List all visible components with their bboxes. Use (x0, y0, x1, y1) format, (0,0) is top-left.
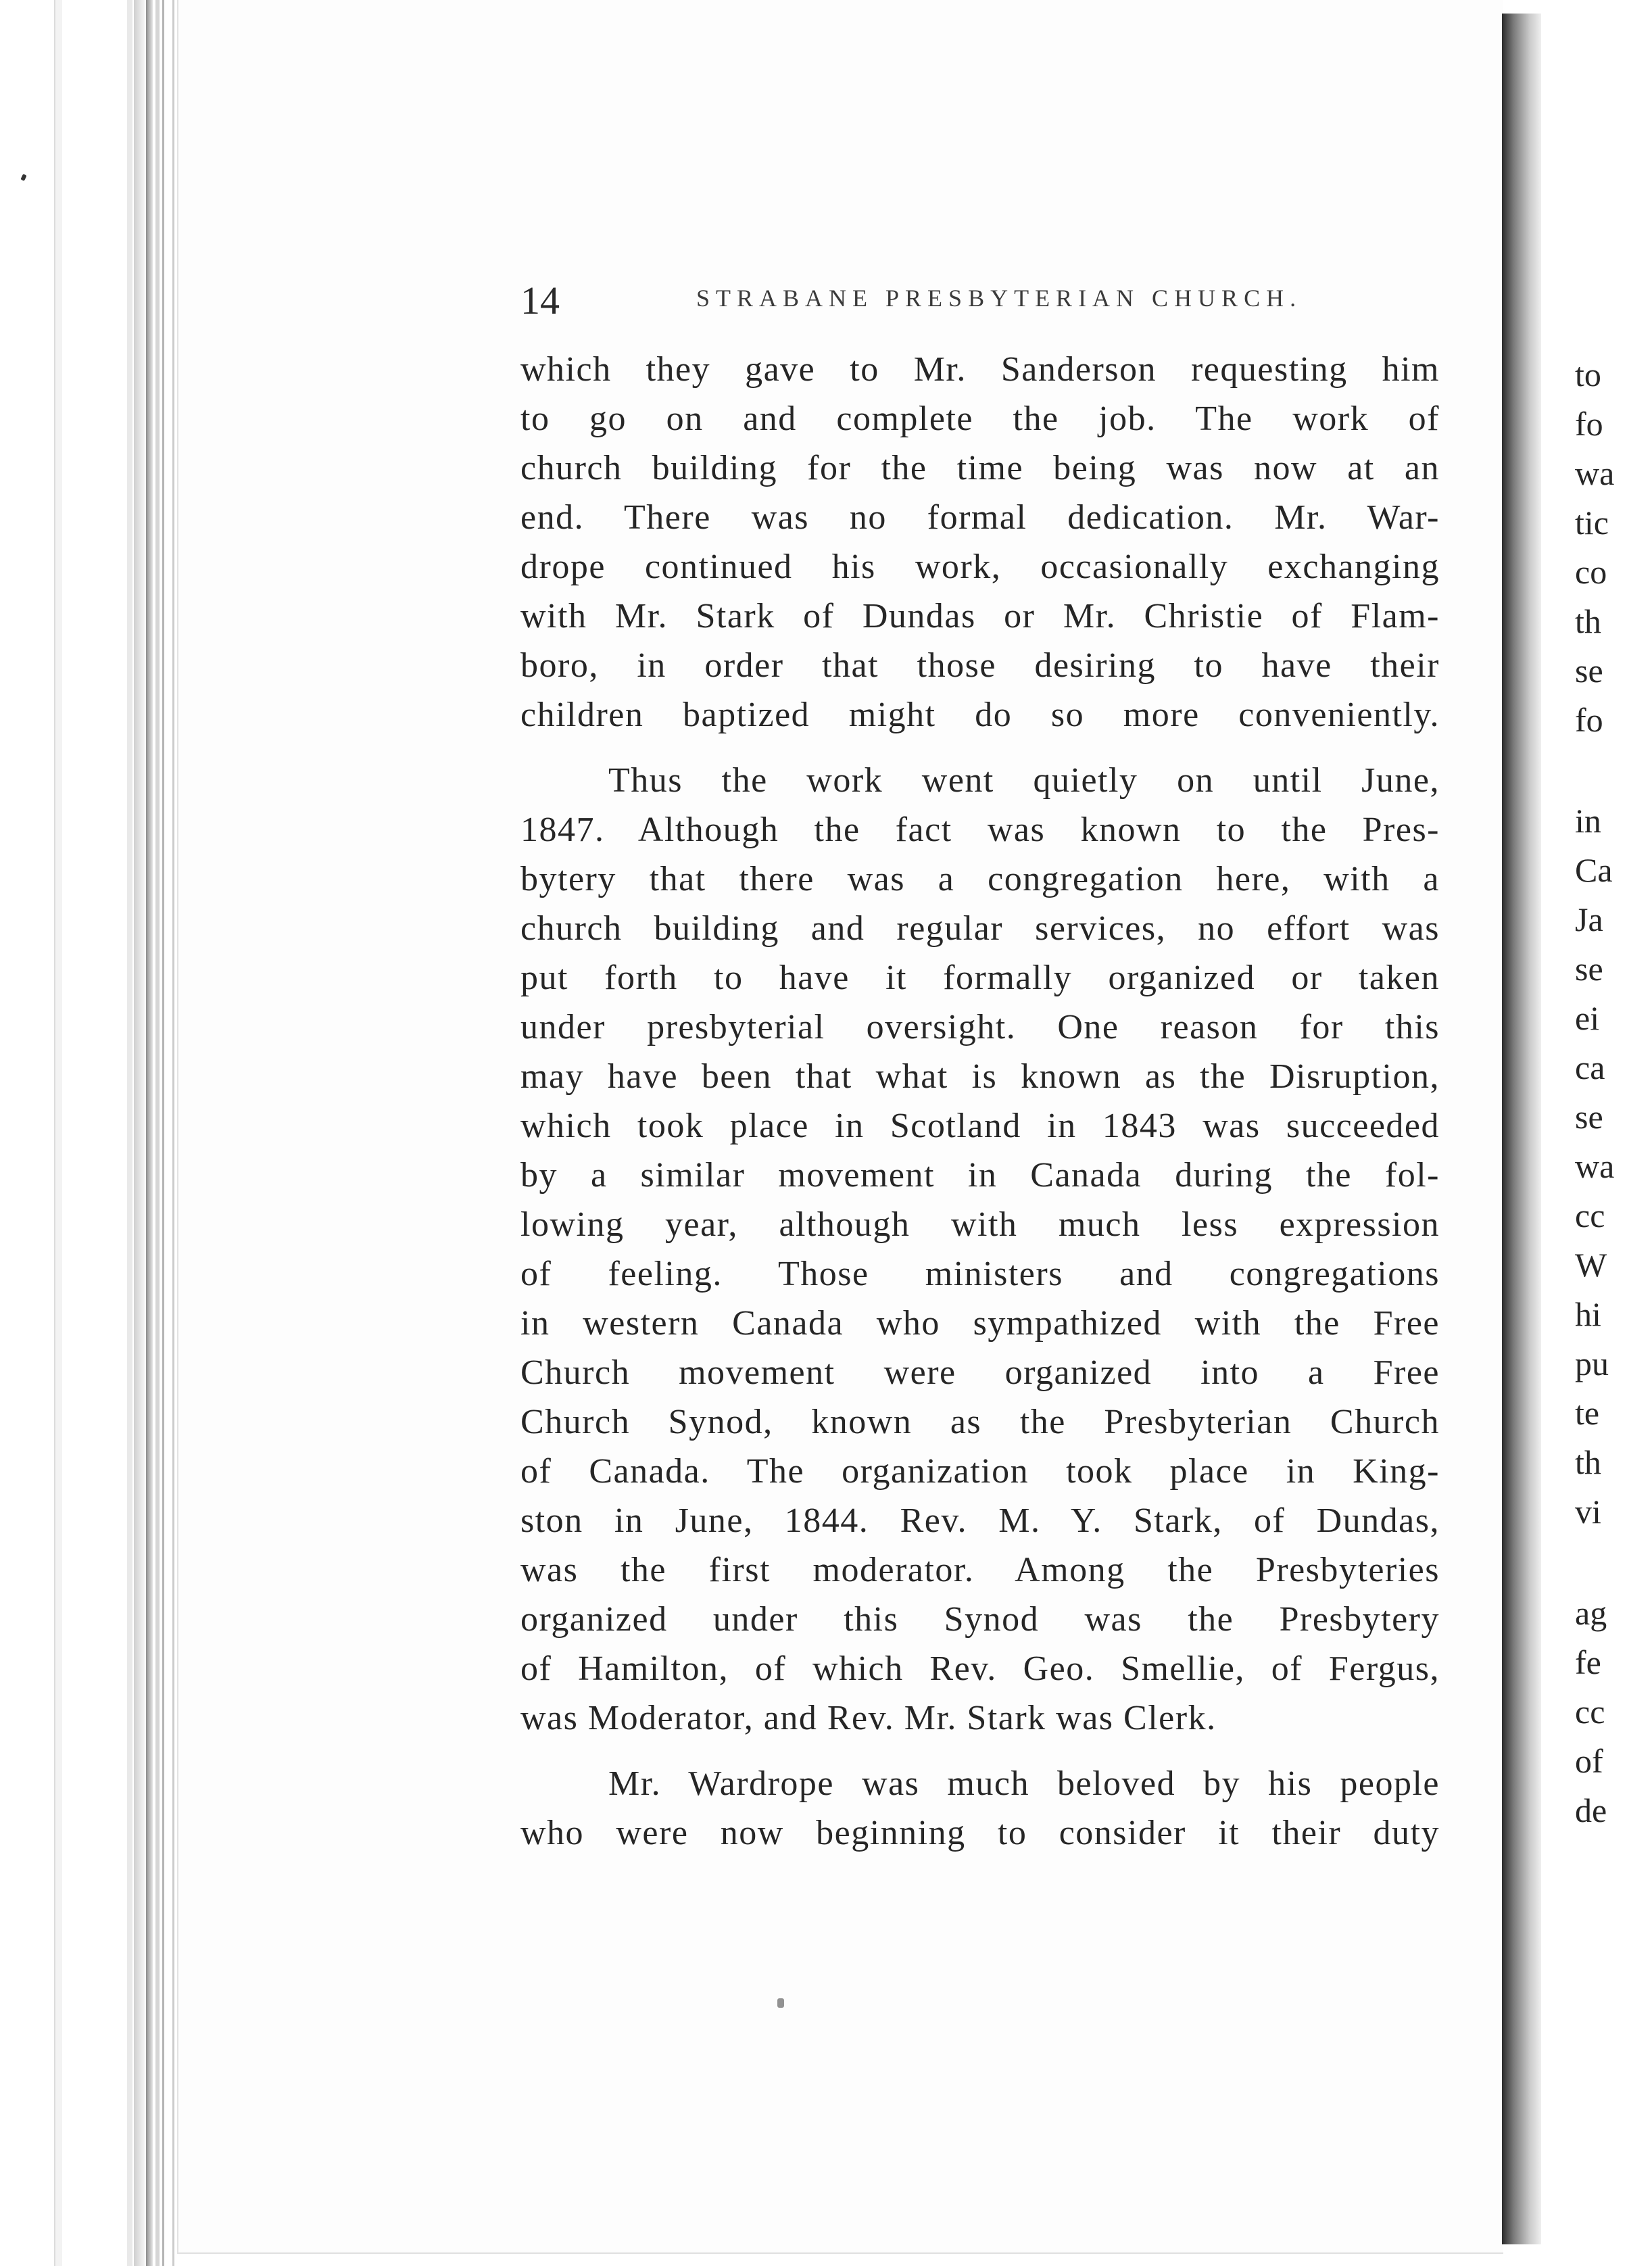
paragraph-3 (520, 1759, 1440, 1858)
paragraph-2 (520, 756, 1440, 1743)
facing-text-fragment: W (1575, 1246, 1607, 1284)
facing-text-fragment: hi (1575, 1295, 1601, 1333)
text-line: boro, in order that those desiring to have their (520, 646, 1440, 685)
facing-page-fragment (1541, 0, 1652, 2266)
text-line: end. There was no formal dedication. Mr. War- (520, 498, 1440, 537)
text-line: with Mr. Stark of Dundas or Mr. Christie of Flam- (520, 597, 1440, 635)
text-line: which they gave to Mr. Sanderson requesting him (520, 350, 1440, 389)
text-line: may have been that what is known as the Disruption, (520, 1057, 1440, 1096)
facing-text-fragment: ei (1575, 999, 1600, 1037)
text-line: organized under this Synod was the Presbytery (520, 1600, 1440, 1639)
page-edge (155, 0, 160, 2266)
text-line: church building for the time being was now at an (520, 449, 1440, 487)
running-head (520, 270, 1453, 331)
text-line: who were now beginning to consider it their duty (520, 1814, 1440, 1852)
text-line: in western Canada who sympathized with the Free (520, 1304, 1440, 1343)
text-line: Mr. Wardrope was much beloved by his people (608, 1764, 1440, 1803)
facing-text-fragment: pu (1575, 1345, 1609, 1382)
text-line: drope continued his work, occasionally exchanging (520, 548, 1440, 586)
text-line: Church movement were organized into a Free (520, 1353, 1440, 1392)
facing-text-fragment: te (1575, 1394, 1600, 1432)
facing-text-fragment: vi (1575, 1493, 1601, 1530)
facing-text-fragment: Ja (1575, 900, 1603, 938)
text-line: bytery that there was a congregation here, with a (520, 860, 1440, 898)
text-line: of feeling. Those ministers and congregations (520, 1255, 1440, 1293)
facing-text-fragment: th (1575, 602, 1601, 640)
page-edge (162, 0, 164, 2266)
page-edge (172, 0, 174, 2266)
facing-text-fragment: wa (1575, 1147, 1615, 1185)
page-edge (54, 0, 62, 2266)
text-line: of Canada. The organization took place in King- (520, 1452, 1440, 1491)
facing-text-fragment: tic (1575, 504, 1609, 541)
page-number: 14 (520, 279, 560, 322)
ink-speck (777, 1998, 784, 2008)
facing-text-fragment: Ca (1575, 851, 1613, 889)
text-line: 1847. Although the fact was known to the Pres- (520, 811, 1440, 849)
text-line: which took place in Scotland in 1843 was succeeded (520, 1107, 1440, 1145)
facing-text-fragment: th (1575, 1443, 1601, 1481)
text-line: children baptized might do so more conveniently. (520, 696, 1440, 734)
facing-text-fragment: se (1575, 950, 1603, 988)
text-line: ston in June, 1844. Rev. M. Y. Stark, of Dundas, (520, 1501, 1440, 1540)
body-text (520, 345, 1440, 1874)
facing-text-fragment: fo (1575, 405, 1603, 443)
text-line: Church Synod, known as the Presbyterian Church (520, 1403, 1440, 1441)
text-line: by a similar movement in Canada during the fol- (520, 1156, 1440, 1195)
facing-text-fragment: ag (1575, 1594, 1607, 1632)
text-line: put forth to have it formally organized or taken (520, 959, 1440, 997)
facing-text-fragment: in (1575, 802, 1601, 840)
facing-text-fragment: ca (1575, 1048, 1605, 1086)
page-edge (146, 0, 153, 2266)
text-line: of Hamilton, of which Rev. Geo. Smellie, of Fergus, (520, 1649, 1440, 1688)
facing-text-fragment: se (1575, 1098, 1603, 1136)
facing-text-fragment: co (1575, 553, 1607, 591)
ink-speck (20, 174, 26, 181)
facing-text-fragment: cc (1575, 1693, 1605, 1731)
facing-text-fragment: wa (1575, 454, 1615, 492)
text-line: church building and regular services, no effort was (520, 909, 1440, 948)
text-line: lowing year, although with much less expression (520, 1205, 1440, 1244)
book-gutter-shadow (1502, 14, 1541, 2244)
facing-text-fragment: fo (1575, 701, 1603, 739)
facing-text-fragment: se (1575, 652, 1603, 690)
text-line: Thus the work went quietly on until June, (608, 761, 1440, 800)
facing-text-fragment: cc (1575, 1197, 1605, 1234)
paragraph-1 (520, 345, 1440, 740)
facing-text-fragment: fe (1575, 1643, 1601, 1681)
facing-text-fragment: of (1575, 1742, 1603, 1780)
facing-text-fragment: de (1575, 1791, 1607, 1829)
page-header-title: STRABANE PRESBYTERIAN CHURCH. (696, 285, 1303, 312)
text-line: under presbyterial oversight. One reason for this (520, 1008, 1440, 1046)
text-line: was Moderator, and Rev. Mr. Stark was Clerk. (520, 1699, 1217, 1737)
page-edge (134, 0, 145, 2266)
text-line: was the first moderator. Among the Presbyteries (520, 1551, 1440, 1589)
page-edge (127, 0, 132, 2266)
page-edges (54, 0, 189, 2266)
text-line: to go on and complete the job. The work of (520, 400, 1440, 438)
facing-text-fragment: to (1575, 356, 1601, 393)
